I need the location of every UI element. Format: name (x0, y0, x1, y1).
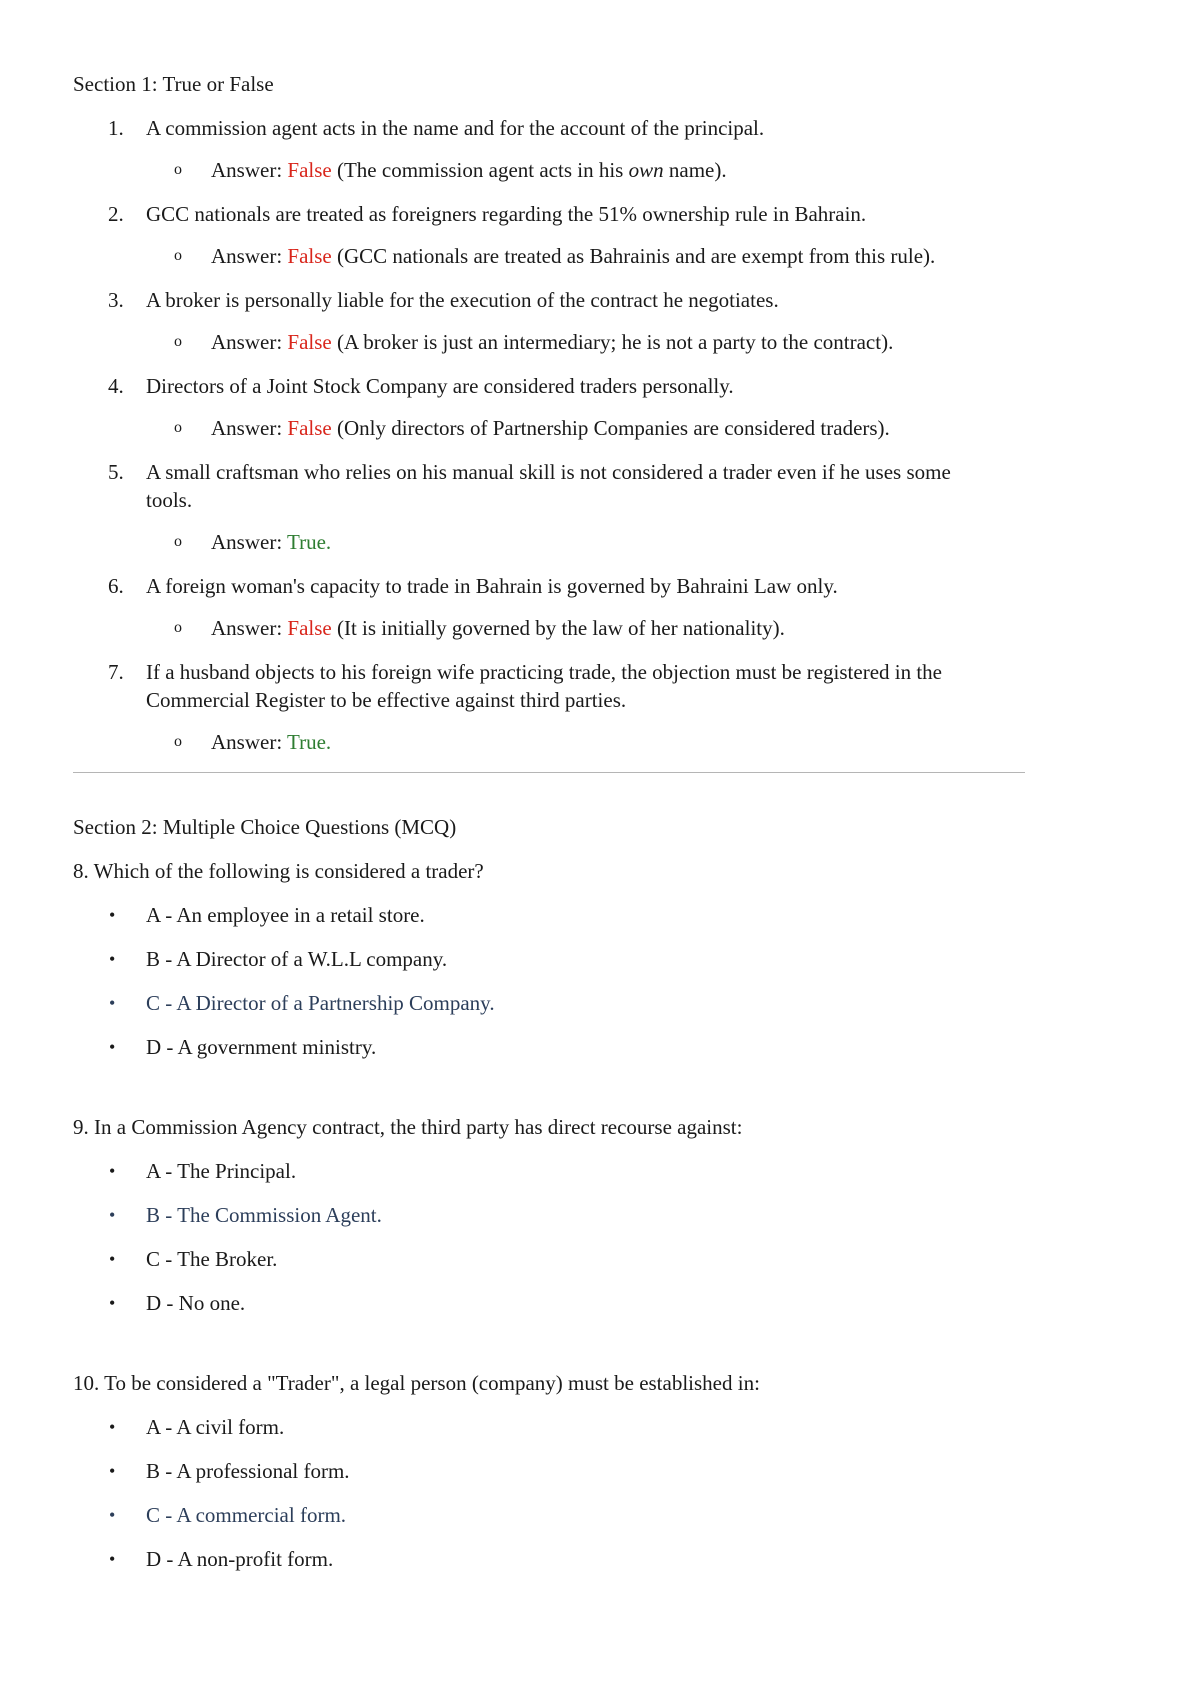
mcq-option (73, 1289, 1093, 1317)
answer-true-label: True. (287, 730, 332, 754)
answer-false-label: False (287, 416, 332, 440)
answer-line (73, 328, 1093, 356)
bullet-icon: • (109, 1549, 116, 1569)
answer-false-label: False (287, 616, 332, 640)
mcq-option (73, 1245, 1093, 1273)
bullet-icon: • (109, 1293, 116, 1313)
question-number: 2. (108, 202, 124, 226)
mcq-options (73, 901, 1093, 1061)
mcq-question: 9. In a Commission Agency contract, the third party has direct recourse against: (73, 1115, 743, 1139)
answer-note: (Only directors of Partnership Companies are considered traders). (331, 416, 890, 440)
circle-bullet-icon: o (174, 733, 182, 750)
circle-bullet-icon: o (174, 619, 182, 636)
mcq-block (73, 857, 1093, 1061)
answer-note: (GCC nationals are treated as Bahrainis and are exempt from this rule). (331, 244, 936, 268)
circle-bullet-icon: o (174, 419, 182, 436)
mcq-block (73, 1369, 1093, 1573)
circle-bullet-icon: o (174, 247, 182, 264)
bullet-icon: • (109, 905, 116, 925)
question-text (108, 114, 1093, 142)
list-item (73, 458, 1093, 556)
answer-line (73, 528, 1093, 556)
bullet-icon: • (109, 1417, 116, 1437)
mcq-options (73, 1413, 1093, 1573)
list-item (73, 658, 1093, 756)
option-label: D - A government ministry. (146, 1035, 377, 1059)
question-text (108, 286, 1093, 314)
question-label: GCC nationals are treated as foreigners regarding the 51% ownership rule in Bahrain. (146, 202, 867, 226)
question-number: 1. (108, 116, 124, 140)
option-label: B - A Director of a W.L.L company. (146, 947, 448, 971)
answer-note: (The commission agent acts in his (331, 158, 629, 182)
option-label: C - The Broker. (146, 1247, 278, 1271)
mcq-option-correct (73, 1201, 1093, 1229)
bullet-icon: • (109, 1461, 116, 1481)
answer-false-label: False (287, 158, 332, 182)
answer-true-label: True. (287, 530, 332, 554)
answer-prefix: Answer: (211, 330, 288, 354)
section1-heading: Section 1: True or False (73, 72, 274, 96)
bullet-icon: • (109, 993, 116, 1013)
option-label: B - The Commission Agent. (146, 1203, 382, 1227)
answer-line (73, 414, 1093, 442)
answer-note-end: name). (663, 158, 727, 182)
list-item (73, 200, 1093, 270)
question-label: If a husband objects to his foreign wife practicing trade, the objection must be registered in the (146, 660, 943, 684)
question-label: A small craftsman who relies on his manual skill is not considered a trader even if he uses some (146, 460, 951, 484)
option-label: C - A commercial form. (146, 1503, 347, 1527)
option-label: D - No one. (146, 1291, 246, 1315)
circle-bullet-icon: o (174, 161, 182, 178)
question-number: 7. (108, 660, 124, 684)
question-label: A broker is personally liable for the execution of the contract he negotiates. (146, 288, 779, 312)
mcq-question: 8. Which of the following is considered a trader? (73, 859, 484, 883)
answer-note: (A broker is just an intermediary; he is not a party to the contract). (331, 330, 894, 354)
bullet-icon: • (109, 949, 116, 969)
option-label: A - The Principal. (146, 1159, 297, 1183)
answer-prefix: Answer: (211, 530, 288, 554)
answer-line (73, 242, 1093, 270)
question-number: 3. (108, 288, 124, 312)
answer-prefix: Answer: (211, 416, 288, 440)
list-item (73, 372, 1093, 442)
question-label: Directors of a Joint Stock Company are considered traders personally. (146, 374, 734, 398)
answer-line (73, 614, 1093, 642)
mcq-question: 10. To be considered a "Trader", a legal person (company) must be established in: (73, 1371, 760, 1395)
circle-bullet-icon: o (174, 533, 182, 550)
mcq-option-correct (73, 1501, 1093, 1529)
answer-false-label: False (287, 330, 332, 354)
option-label: C - A Director of a Partnership Company. (146, 991, 495, 1015)
mcq-block (73, 1113, 1093, 1317)
question-number: 6. (108, 574, 124, 598)
answer-false-label: False (287, 244, 332, 268)
option-label: A - An employee in a retail store. (146, 903, 425, 927)
bullet-icon: • (109, 1249, 116, 1269)
answer-prefix: Answer: (211, 730, 288, 754)
answer-prefix: Answer: (211, 158, 288, 182)
question-text (108, 572, 1093, 600)
answer-emphasis: own (628, 158, 664, 182)
document-page (73, 70, 1093, 1573)
question-label: A commission agent acts in the name and for the account of the principal. (146, 116, 765, 140)
question-number: 5. (108, 460, 124, 484)
list-item (73, 572, 1093, 642)
question-text (108, 458, 1093, 514)
mcq-option (73, 1033, 1093, 1061)
true-false-list (73, 114, 1093, 756)
mcq-option (73, 1457, 1093, 1485)
answer-line (73, 728, 1093, 756)
bullet-icon: • (109, 1037, 116, 1057)
bullet-icon: • (109, 1161, 116, 1181)
question-text (108, 658, 1093, 714)
mcq-option (73, 1413, 1093, 1441)
question-label: A foreign woman's capacity to trade in Bahrain is governed by Bahraini Law only. (146, 574, 838, 598)
answer-note: (It is initially governed by the law of her nationality). (331, 616, 785, 640)
mcq-option (73, 1157, 1093, 1185)
answer-line (73, 156, 1093, 184)
horizontal-divider (73, 772, 1025, 773)
bullet-icon: • (109, 1505, 116, 1525)
mcq-option (73, 901, 1093, 929)
mcq-options (73, 1157, 1093, 1317)
question-label-cont: Commercial Register to be effective against third parties. (146, 688, 627, 712)
list-item (73, 114, 1093, 184)
option-label: A - A civil form. (146, 1415, 285, 1439)
option-label: B - A professional form. (146, 1459, 350, 1483)
circle-bullet-icon: o (174, 333, 182, 350)
option-label: D - A non-profit form. (146, 1547, 334, 1571)
question-number: 4. (108, 374, 124, 398)
question-text (108, 200, 1093, 228)
question-text (108, 372, 1093, 400)
section2-heading: Section 2: Multiple Choice Questions (MCQ) (73, 815, 457, 839)
question-label-cont: tools. (146, 488, 193, 512)
bullet-icon: • (109, 1205, 116, 1225)
list-item (73, 286, 1093, 356)
mcq-option-correct (73, 989, 1093, 1017)
mcq-option (73, 1545, 1093, 1573)
answer-prefix: Answer: (211, 244, 288, 268)
answer-prefix: Answer: (211, 616, 288, 640)
mcq-option (73, 945, 1093, 973)
